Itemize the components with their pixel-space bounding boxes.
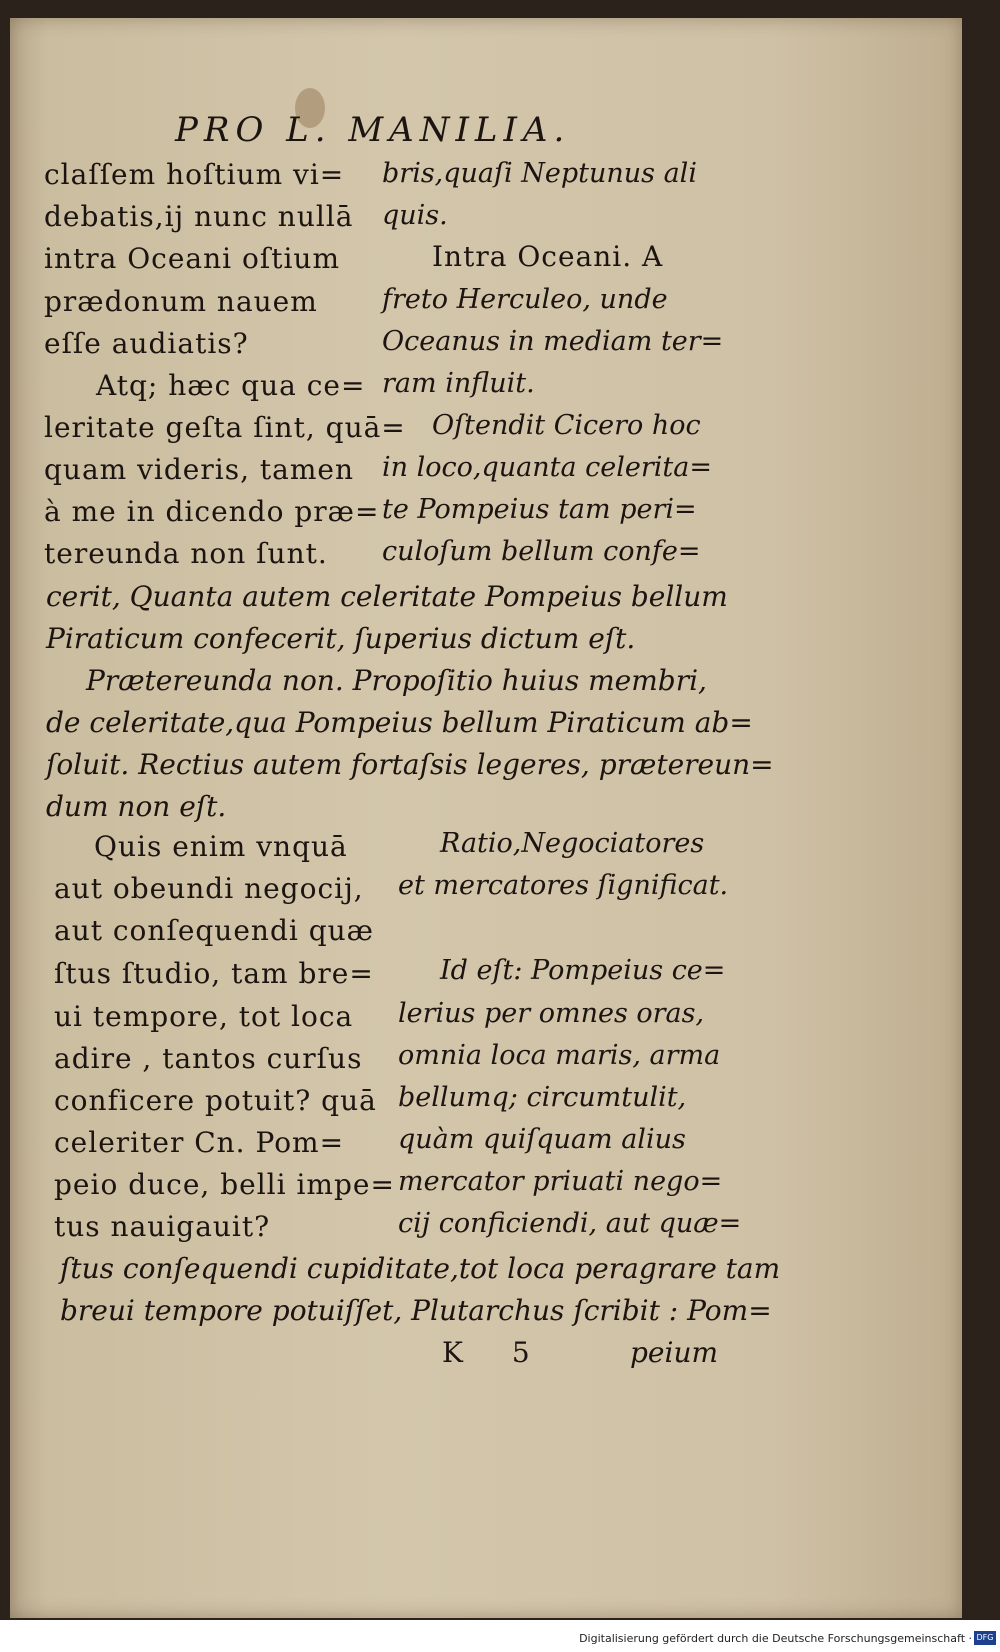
text-line: eſſe audiatis? xyxy=(44,327,249,360)
commentary-line: de celeritate,qua Pompeius bellum Piraticum ab= xyxy=(46,706,753,739)
text-line: ſtus ſtudio, tam bre= xyxy=(54,957,374,990)
commentary-line: bellumq; circumtulit, xyxy=(398,1082,687,1113)
commentary-line: ram influit. xyxy=(382,368,535,399)
commentary-line: et mercatores ſignificat. xyxy=(398,870,729,901)
text-line: tus nauigauit? xyxy=(54,1210,271,1243)
dfg-logo: DFG xyxy=(974,1631,996,1645)
text-line: debatis,ij nunc nullā xyxy=(44,200,354,233)
text-line: conficere potuit? quā xyxy=(54,1084,377,1117)
text-line: Quis enim vnquā xyxy=(94,830,348,863)
signature-mark: K 5 xyxy=(442,1336,550,1369)
commentary-line: Id eſt: Pompeius ce= xyxy=(440,955,726,986)
commentary-line: Intra Oceani. A xyxy=(432,240,664,273)
commentary-line: quis. xyxy=(382,200,448,231)
commentary-line: freto Herculeo, unde xyxy=(382,284,668,315)
commentary-line: dum non eſt. xyxy=(46,790,227,823)
text-line: tereunda non ſunt. xyxy=(44,537,328,570)
text-line: quam videris, tamen xyxy=(44,453,354,486)
commentary-line: ſtus conſequendi cupiditate,tot loca peragrare tam xyxy=(60,1252,781,1285)
catchword: peium xyxy=(630,1336,719,1369)
text-line: claſſem hoſtium vi= xyxy=(44,158,345,191)
commentary-line: in loco,quanta celerita= xyxy=(382,452,712,483)
text-line: aut obeundi negocij, xyxy=(54,872,364,905)
commentary-line: Ratio,Negociatores xyxy=(440,828,705,859)
text-line: aut conſequendi quæ xyxy=(54,914,374,947)
text-line: celeriter Cn. Pom= xyxy=(54,1126,345,1159)
commentary-line: Piraticum confecerit, ſuperius dictum eſt. xyxy=(46,622,636,655)
text-line: Atq; hæc qua ce= xyxy=(96,369,366,402)
text-line: à me in dicendo præ= xyxy=(44,495,380,528)
commentary-line: culoſum bellum confe= xyxy=(382,536,701,567)
commentary-line: omnia loca maris, arma xyxy=(398,1040,721,1071)
commentary-line: mercator priuati nego= xyxy=(398,1166,723,1197)
commentary-line: lerius per omnes oras, xyxy=(398,998,705,1029)
digitization-credit: Digitalisierung gefördert durch die Deutsche Forschungsgemeinschaft · xyxy=(579,1632,972,1645)
text-line: ui tempore, tot loca xyxy=(54,1000,354,1033)
commentary-line: breui tempore potuiſſet, Plutarchus ſcribit : Pom= xyxy=(60,1294,772,1327)
commentary-line: Prætereunda non. Propoſitio huius membri, xyxy=(86,664,707,697)
commentary-line: te Pompeius tam peri= xyxy=(382,494,697,525)
running-head: PRO L. MANILIA. xyxy=(175,110,571,150)
text-line: prædonum nauem xyxy=(44,285,318,318)
commentary-line: quàm quiſquam alius xyxy=(398,1124,686,1155)
commentary-line: Oſtendit Cicero hoc xyxy=(432,410,701,441)
text-line: leritate geſta ſint, quā= xyxy=(44,411,406,444)
text-line: peio duce, belli impe= xyxy=(54,1168,395,1201)
text-line: intra Oceani oſtium xyxy=(44,242,341,275)
commentary-line: cerit, Quanta autem celeritate Pompeius bellum xyxy=(46,580,728,613)
commentary-line: cij conficiendi, aut quæ= xyxy=(398,1208,742,1239)
text-line: adire , tantos curſus xyxy=(54,1042,363,1075)
commentary-line: ſoluit. Rectius autem fortaſsis legeres, prætereun= xyxy=(46,748,774,781)
commentary-line: bris,quaſi Neptunus ali xyxy=(382,158,697,189)
commentary-line: Oceanus in mediam ter= xyxy=(382,326,724,357)
